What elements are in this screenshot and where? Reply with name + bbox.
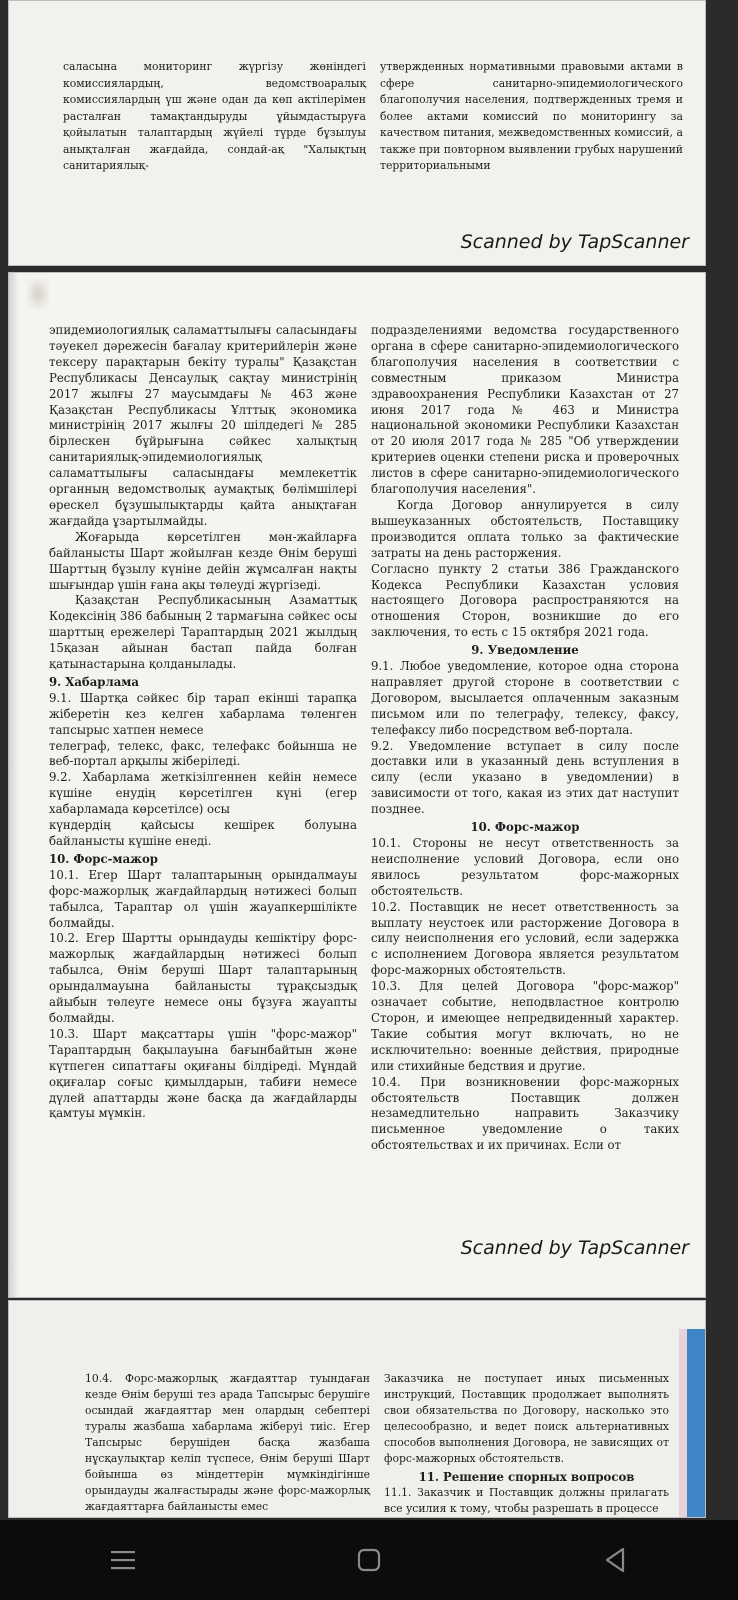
kz-paragraph: 9.1. Шартқа сәйкес бір тарап екінші тарапқа жіберетін кез келген хабарлама төленген тапсырыс хатпен немесе bbox=[49, 690, 357, 737]
kz-paragraph: эпидемиологиялық саламаттылығы саласындағы тәуекел дәрежесін бағалау критерийлерін және тексеру парақтарын бекіту туралы" Қазақстан Республикасы Денсаулық сақтау министрінің 2017 жылғы 27 маусымдағы № 463 және Қазақстан Республикасы Ұлттық экономика министрінің 2017 жылғы 20 шілдедегі № 285 бірлескен бұйрығына сәйкес халықтың санитариялық-эпидемиологиялық саламаттылығы саласындағы мемлекеттік органның ведомстволық аумақтық бөлімшілері өрескел бұзушылықтарды қайта анықтаған жағдайда ұзартылмайды. bbox=[49, 323, 357, 528]
page2-russian-column bbox=[371, 323, 679, 1154]
page3-kazakh-column bbox=[85, 1371, 370, 1518]
menu-icon bbox=[109, 1548, 137, 1572]
kz-paragraph: 10.1. Егер Шарт талаптарының орындалмауы форс-мажорлық жағдайлардың нәтижесі болып табылса, Тараптар ол үшін жауапкершілікте болмайды. bbox=[49, 867, 357, 930]
ru-paragraph: 11.1. Заказчик и Поставщик должны прилагать все усилия к тому, чтобы разрешать в процессе bbox=[384, 1486, 669, 1515]
page1-kazakh-text: саласына мониторинг жүргізу жөніндегі комиссиялардың, ведомствоаралық комиссиялардың үш және одан да көп актілерімен расталған тамақтандыруды ұйымдастыруға қойылатын талаптардың жүйелі түрде бұзылуы анықталған жағдайда, сондай-ақ "Халықтың санитариялық- bbox=[63, 60, 366, 172]
kz-paragraph: 10.4. Форс-мажорлық жағдаяттар туындаған кезде Өнім беруші тез арада Тапсырыс берушіге осындай жағдаяттар мен олардың себептері туралы жазбаша хабарлама жіберуі тиіс. Егер Тапсырыс берушіден басқа жазбаша нұсқаулықтар келіп түспесе, Өнім беруші Шарт бойынша өз міндеттерін мүмкіндігінше орындауды жалғастырады және форс-мажорлық жағдаяттарға байланысты емес bbox=[85, 1372, 370, 1513]
kz-section-heading-9: 9. Хабарлама bbox=[49, 674, 139, 689]
android-navigation-bar bbox=[0, 1520, 738, 1600]
back-triangle-icon bbox=[602, 1546, 628, 1574]
ru-paragraph: 9.1. Любое уведомление, которое одна сторона направляет другой стороне в соответствии с Договором, высылается оплаченным заказным письмом или по телеграфу, телексу, факсу, телефаксу либо посредством веб-портала. bbox=[371, 659, 679, 737]
back-button[interactable] bbox=[585, 1535, 645, 1585]
ru-paragraph: Когда Договор аннулируется в силу вышеуказанных обстоятельств, Поставщику производится оплата только за фактические затраты на день расторжения. bbox=[371, 497, 679, 560]
ru-paragraph: Согласно пункту 2 статьи 386 Гражданского Кодекса Республики Казахстан условия настоящего Договора распространяются на отношения Сторон, возникшие до его заключения, то есть с 15 октября 2021 года. bbox=[371, 561, 679, 640]
ru-section-heading-10: 10. Форс-мажор bbox=[470, 820, 580, 835]
ru-paragraph: 9.2. Уведомление вступает в силу после доставки или в указанный день вступления в силу (если указано в уведомлении) в зависимости от того, какая из этих дат наступит позднее. bbox=[371, 738, 679, 817]
page1-russian-text: утвержденных нормативными правовыми актами в сфере санитарно-эпидемиологического благополучия населения, подтвержденных тремя и более актами комиссий по мониторингу за качеством питания, межведомственных комиссий, а также при повторном выявлении грубых нарушений территориальными bbox=[380, 60, 683, 172]
ru-paragraph: 10.2. Поставщик не несет ответственность за выплату неустоек или расторжение Договора в силу неисполнения его условий, если задержка с исполнением Договора является результатом форс-мажорных обстоятельств. bbox=[371, 899, 679, 978]
page-edge-shadow bbox=[9, 273, 19, 1297]
home-square-icon bbox=[356, 1547, 382, 1573]
scanned-page-1 bbox=[8, 0, 706, 266]
kz-paragraph: Қазақстан Республикасының Азаматтық Кодексінің 386 бабының 2 тармағына сәйкес осы шарттың ережелері Тараптардың 2021 жылдың 15қазан айынан бастап пайда болған қатынастарына қолданылады. bbox=[49, 593, 357, 672]
kz-section-heading-10: 10. Форс-мажор bbox=[49, 851, 158, 866]
ru-paragraph: 10.3. Для целей Договора "форс-мажор" означает событие, неподвластное контролю Сторон, и имеющее непредвиденный характер. Такие события могут включать, но не исключительно: военные действия, природные или стихийные бедствия и другие. bbox=[371, 979, 679, 1073]
page3-columns bbox=[85, 1371, 669, 1518]
scanned-page-3 bbox=[8, 1300, 706, 1518]
kz-paragraph: телеграф, телекс, факс, телефакс бойынша не веб-портал арқылы жіберіледі. bbox=[49, 738, 357, 769]
ru-paragraph: 10.1. Стороны не несут ответственность за неисполнение условий Договора, если оно явилось результатом форс-мажорных обстоятельств. bbox=[371, 836, 679, 898]
paper-stain bbox=[27, 279, 49, 309]
ru-paragraph: подразделениями ведомства государственного органа в сфере санитарно-эпидемиологического благополучия населения в соответствии с совместным приказом Министра здравоохранения Республики Казахстан от 27 июня 2017 года № 463 и Министра национальной экономики Республики Казахстан от 20 июля 2017 года № 285 "Об утверждении критериев оценки степени риска и проверочных листов в сфере санитарно-эпидемиологического благополучия населения". bbox=[371, 323, 679, 497]
page2-columns bbox=[49, 323, 679, 1154]
page1-russian-column bbox=[380, 59, 683, 179]
page1-columns bbox=[63, 59, 683, 179]
recent-apps-button[interactable] bbox=[93, 1535, 153, 1585]
scanner-watermark: Scanned by TapScanner bbox=[460, 1237, 689, 1259]
kz-paragraph: 10.3. Шарт мақсаттары үшін "форс-мажор" Тараптардың бақылауына бағынбайтын және күтпеген сипаттағы оқиғаны білдіреді. Мұндай оқиғалар соғыс қимылдарын, табиғи немесе дүлей апаттарды және басқа да жағдайларды қамтуы мүмкін. bbox=[49, 1026, 357, 1121]
kz-paragraph: Жоғарыда көрсетілген мән-жайларға байланысты Шарт жойылған кезде Өнім беруші Шарттың бұзылу күніне дейін жұмсалған нақты шығындар үшін ғана ақы төлеуді жүргізеді. bbox=[49, 529, 357, 592]
kz-paragraph: 9.2. Хабарлама жеткізілгеннен кейін немесе күшіне енудің көрсетілген күні (егер хабарламада көрсетілсе) осы bbox=[49, 770, 357, 817]
ru-section-heading-11: 11. Решение спорных вопросов bbox=[418, 1470, 635, 1484]
home-button[interactable] bbox=[339, 1535, 399, 1585]
ru-paragraph: Заказчика не поступает иных письменных инструкций, Поставщик продолжает выполнять свои обязательства по Договору, насколько это целесообразно, и ведет поиск альтернативных способов выполнения Договора, не зависящих от форс-мажорных обстоятельств. bbox=[384, 1372, 669, 1465]
page3-russian-column bbox=[384, 1371, 669, 1518]
blue-edge-strip bbox=[687, 1329, 705, 1518]
page2-kazakh-column bbox=[49, 323, 357, 1154]
scanner-watermark: Scanned by TapScanner bbox=[460, 231, 689, 253]
scanned-page-2 bbox=[8, 272, 706, 1298]
kz-paragraph: күндердің қайсысы кешірек болуына байланысты күшіне енеді. bbox=[49, 818, 357, 848]
page-edge-strip bbox=[679, 1329, 687, 1518]
kz-paragraph: 10.2. Егер Шартты орындауды кешіктіру форс-мажорлық жағдайлардың нәтижесі болып табылса, Өнім беруші Шарт талаптарының орындалмауына байланысты тұрақсыздық айыбын төлеуге немесе оны бұзуға жауапты болмайды. bbox=[49, 931, 357, 1025]
page1-kazakh-column bbox=[63, 59, 366, 179]
ru-paragraph: 10.4. При возникновении форс-мажорных обстоятельств Поставщик должен незамедлительно направить Заказчику письменное уведомление о таких обстоятельствах и их причинах. Если от bbox=[371, 1074, 679, 1153]
ru-section-heading-9: 9. Уведомление bbox=[471, 643, 579, 658]
